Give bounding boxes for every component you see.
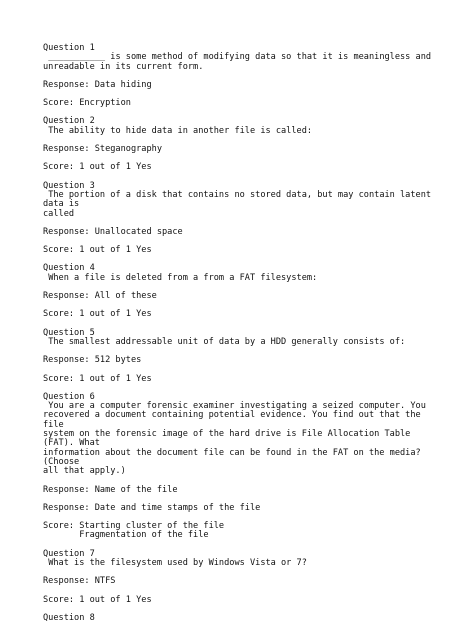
blank-line (43, 320, 443, 329)
question-text: When a file is deleted from a from a FAT filesystem: (43, 272, 318, 283)
score-line: Score: Starting cluster of the file (43, 521, 225, 532)
question-heading: Question 8 (43, 612, 95, 623)
question-text: The ability to hide data in another file is called: (43, 125, 313, 136)
document-text (43, 44, 443, 623)
question-heading: Question 6 (43, 391, 95, 402)
score-line: Score: 1 out of 1 Yes (43, 594, 152, 605)
question-heading: Question 1 (43, 43, 95, 53)
blank-line (43, 541, 443, 550)
question-text: Fragmentation of the file (43, 530, 209, 541)
text-line: called (43, 208, 75, 219)
blank-line (43, 605, 443, 614)
question-text: What is the filesystem used by Windows Vista or 7? (43, 557, 307, 568)
blank-line (43, 255, 443, 264)
response-line: Response: Date and time stamps of the file (43, 502, 261, 513)
response-line: Response: NTFS (43, 576, 116, 587)
score-line: Score: 1 out of 1 Yes (43, 245, 152, 256)
score-line: Score: 1 out of 1 Yes (43, 162, 152, 173)
question-text: The smallest addressable unit of data by a HDD generally consists of: (43, 336, 406, 347)
question-heading: Question 4 (43, 263, 95, 274)
score-line: Score: Encryption (43, 98, 131, 109)
blank-line (43, 384, 443, 393)
question-heading: Question 3 (43, 180, 95, 191)
question-text: ___________ is some method of modifying data so that it is meaningless and (43, 52, 432, 63)
response-line: Response: All of these (43, 291, 157, 302)
response-line: Response: Steganography (43, 144, 162, 155)
response-line: Response: Data hiding (43, 79, 152, 90)
text-line: unreadable in its current form. (43, 61, 204, 72)
text-line: recovered a document containing potential evidence. You find out that the file (43, 410, 426, 430)
question-text: You are a computer forensic examiner investigating a seized computer. You (43, 401, 426, 412)
question-heading: Question 5 (43, 327, 95, 338)
score-line: Score: 1 out of 1 Yes (43, 309, 152, 320)
score-line: Score: 1 out of 1 Yes (43, 373, 152, 384)
text-line: system on the forensic image of the hard drive is File Allocation Table (FAT). What (43, 429, 416, 449)
blank-line (43, 173, 443, 182)
response-line: Response: Unallocated space (43, 226, 183, 237)
response-line: Response: Name of the file (43, 484, 178, 495)
question-heading: Question 2 (43, 116, 95, 127)
response-line: Response: 512 bytes (43, 355, 142, 366)
blank-line (43, 108, 443, 117)
text-line: information about the document file can be found in the FAT on the media? (Choose (43, 447, 426, 467)
question-heading: Question 7 (43, 548, 95, 559)
text-line: all that apply.) (43, 466, 126, 477)
question-text: The portion of a disk that contains no stored data, but may contain latent data is (43, 189, 437, 210)
